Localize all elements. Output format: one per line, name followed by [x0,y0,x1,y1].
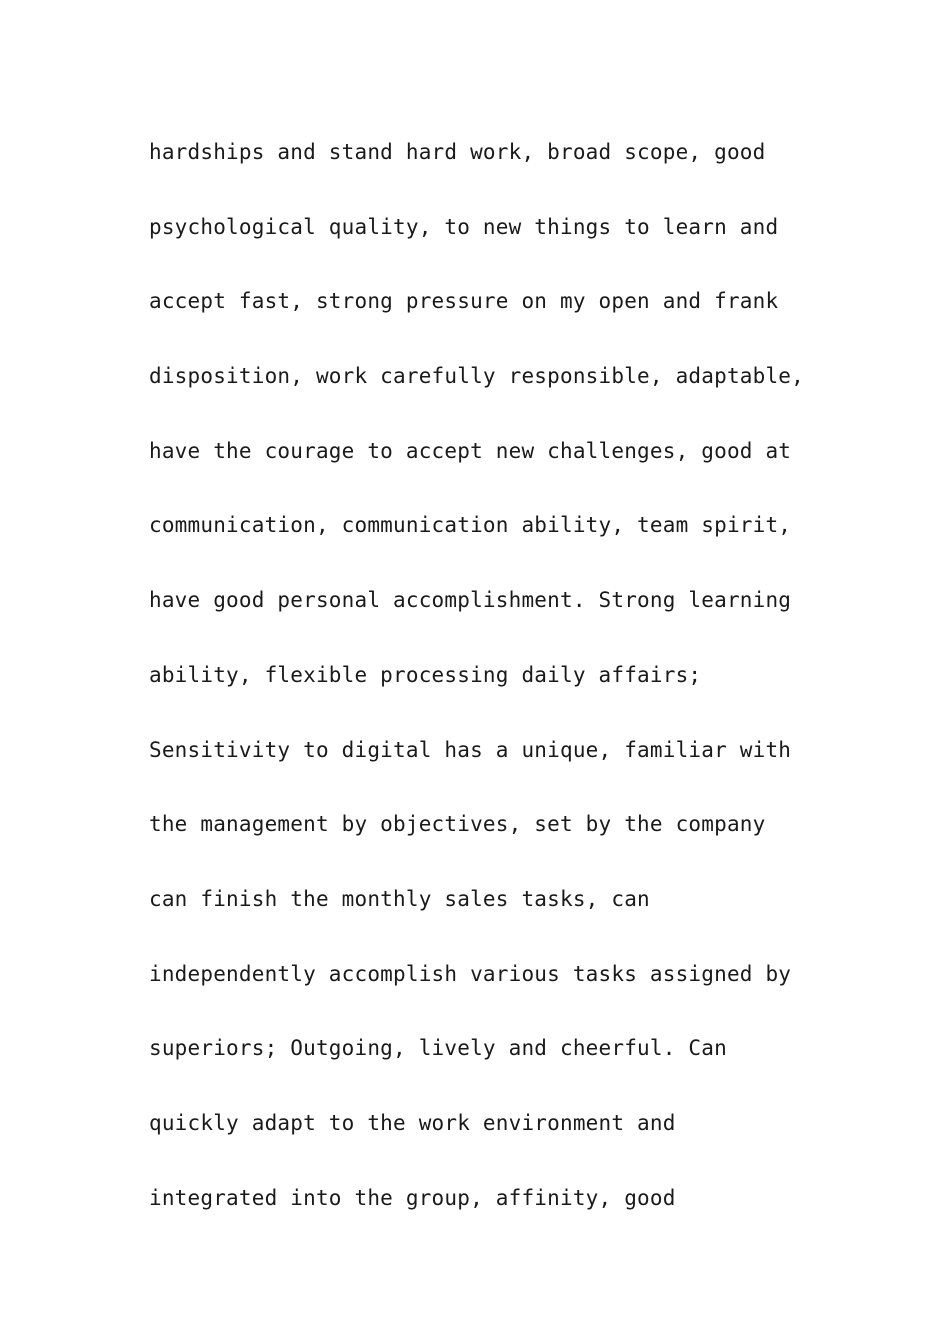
text-line: disposition, work carefully responsible, adaptable, [149,364,804,389]
text-line: have the courage to accept new challenges, good at [149,438,792,463]
text-line: the management by objectives, set by the company [149,812,766,837]
text-line: Sensitivity to digital has a unique, familiar with [149,737,792,762]
text-line: psychological quality, to new things to learn and [149,214,779,239]
text-line: independently accomplish various tasks assigned by [149,961,792,986]
text-line: communication, communication ability, team spirit, [149,513,792,538]
text-line: quickly adapt to the work environment and [149,1110,676,1135]
text-line: can finish the monthly sales tasks, can [149,886,650,911]
text-line: ability, flexible processing daily affairs; [149,662,702,687]
text-line: integrated into the group, affinity, good [149,1185,676,1210]
body-text [149,133,849,1253]
text-line: accept fast, strong pressure on my open and frank [149,289,779,314]
text-line: have good personal accomplishment. Strong learning [149,588,792,613]
text-line: superiors; Outgoing, lively and cheerful. Can [149,1036,727,1061]
text-line: hardships and stand hard work, broad scope, good [149,140,766,164]
